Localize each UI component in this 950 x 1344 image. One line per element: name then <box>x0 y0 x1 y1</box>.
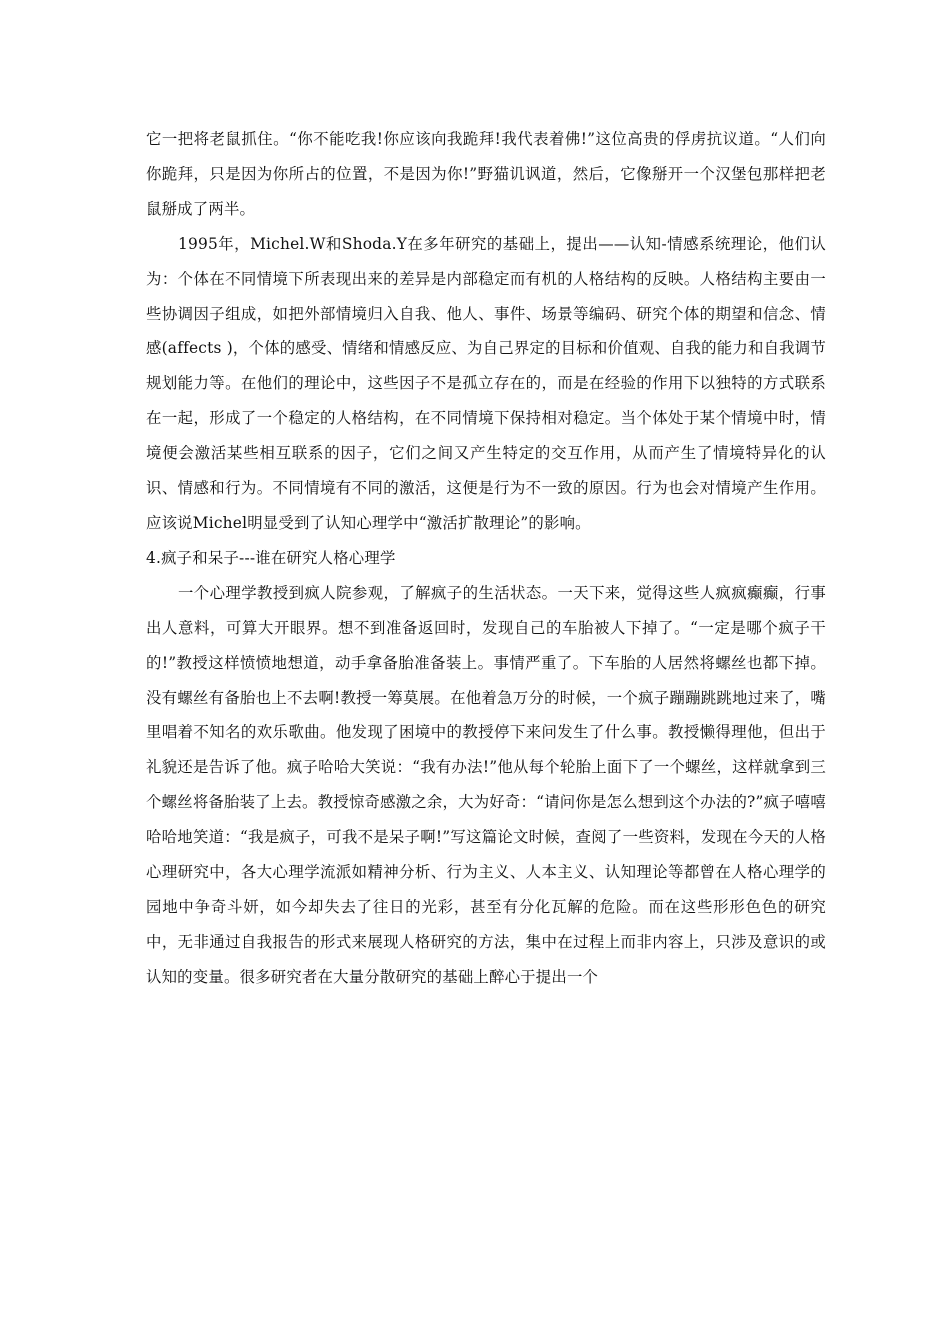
document-page <box>146 122 826 995</box>
section-heading: 4.疯子和呆子---谁在研究人格心理学 <box>146 548 396 567</box>
paragraph-madman-story: 一个心理学教授到疯人院参观，了解疯子的生活状态。一天下来，觉得这些人疯疯癫癫，行事出人意料，可算大开眼界。想不到准备返回时，发现自己的车胎被人下掉了。“一定是哪个疯子干的!”教授这样愤愤地想道，动手拿备胎准备装上。事情严重了。下车胎的人居然将螺丝也都下掉。没有螺丝有备胎也上不去啊!教授一筹莫展。在他着急万分的时候，一个疯子蹦蹦跳跳地过来了，嘴里唱着不知名的欢乐歌曲。他发现了困境中的教授停下来问发生了什么事。教授懒得理他，但出于礼貌还是告诉了他。疯子哈哈大笑说：“我有办法!”他从每个轮胎上面下了一个螺丝，这样就拿到三个螺丝将备胎装了上去。教授惊奇感激之余，大为好奇：“请问你是怎么想到这个办法的?”疯子嘻嘻哈哈地笑道：“我是疯子，可我不是呆子啊!”写这篇论文时候，查阅了一些资料，发现在今天的人格心理研究中，各大心理学流派如精神分析、行为主义、人本主义、认知理论等都曾在人格心理学的园地中争奇斗妍，如今却失去了往日的光彩，甚至有分化瓦解的危险。而在这些形形色色的研究中，无非通过自我报告的形式来展现人格研究的方法，集中在过程上而非内容上，只涉及意识的或认知的变量。很多研究者在大量分散研究的基础上醉心于提出一个 <box>146 583 826 986</box>
paragraph-cognitive-affective-theory: 1995年，Michel.W和Shoda.Y在多年研究的基础上，提出——认知-情感系统理论，他们认为：个体在不同情境下所表现出来的差异是内部稳定而有机的人格结构的反映。人格结构主要由一些协调因子组成，如把外部情境归入自我、他人、事件、场景等编码、研究个体的期望和信念、情感(affects )，个体的感受、情绪和情感反应、为自己界定的目标和价值观、自我的能力和自我调节规划能力等。在他们的理论中，这些因子不是孤立存在的，而是在经验的作用下以独特的方式联系在一起，形成了一个稳定的人格结构，在不同情境下保持相对稳定。当个体处于某个情境中时，情境便会激活某些相互联系的因子，它们之间又产生特定的交互作用，从而产生了情境特异化的认识、情感和行为。不同情境有不同的激活，这便是行为不一致的原因。行为也会对情境产生作用。应该说Michel明显受到了认知心理学中“激活扩散理论”的影响。 <box>146 234 826 532</box>
paragraph-cat-story-end: 它一把将老鼠抓住。“你不能吃我!你应该向我跪拜!我代表着佛!”这位高贵的俘虏抗议道。“人们向你跪拜，只是因为你所占的位置，不是因为你!”野猫讥讽道，然后，它像掰开一个汉堡包那样把老鼠掰成了两半。 <box>146 130 827 218</box>
